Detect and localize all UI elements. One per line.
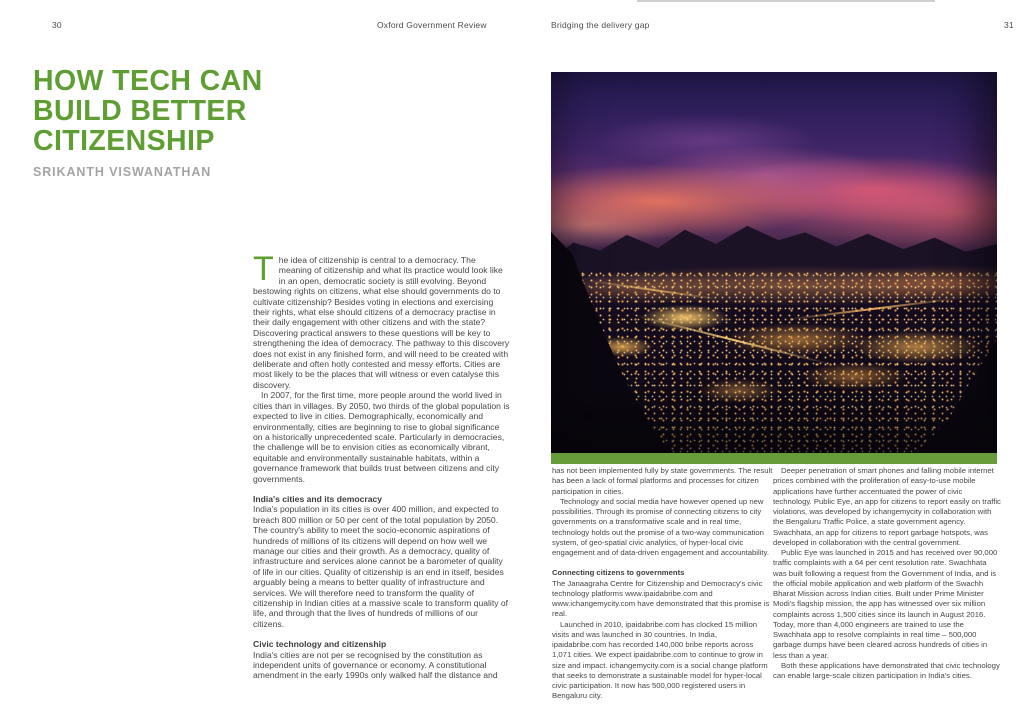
column-subheading: India's cities and its democracy [253,493,383,504]
body-paragraph: The idea of citizenship is central to a democracy. The meaning of citizenship and what its practice would look like in an open, democratic society is still evolving. Beyond bestowing rights on citizens, what else should governments do to cultivate citizenship? Besides voting in elections and exercising their rights, what else should citizens of a democracy practise in their daily engagement with other citizens and with the state? Discovering practical answers to these questions will be key to strengthening the idea of democracy. The pathway to this discovery does not exist in any finished form, and will need to be created with deliberate and often hotly contested and messy efforts. Cities are most likely to be the places that will witness or even catalyse this discovery. [253,250,510,390]
body-paragraph: Deeper penetration of smart phones and falling mobile internet prices combined with the proliferation of easy-to-use mobile applications have further accentuated the power of civic technology. Public Eye, an app for citizens to report easily on traffic violations, was developed by ichangemycity in collaboration with the Bengaluru Traffic Police, a state government agency. Swachhata, an app for citizens to report garbage hotspots, was developed in collaboration with the central government. [773,466,1001,547]
page-number-left: 30 [52,20,62,30]
column-subheading: Connecting citizens to governments [552,568,685,578]
page-number-right: 31 [1004,20,1014,30]
body-column-right [773,466,1001,681]
body-paragraph: Both these applications have demonstrated that civic technology can enable large-scale citizen participation in India's cities. [773,660,1000,680]
body-paragraph: Technology and social media have however opened up new possibilities. Through its promise of connecting citizens to city governments on a transformative scale and in real time, technology holds out the promise of a two-way communication system, of geo-spatial civic analytics, of hyper-local civic engagement and of data-driven engagement and accountability. [552,496,769,557]
journal-title: Oxford Government Review [377,20,487,30]
article-title [33,66,283,156]
body-paragraph: In 2007, for the first time, more people around the world lived in cities than in villages. By 2050, two thirds of the global population is expected to live in cities. Demographically, economically and environmentally, cities are beginning to rise to global significance on a historically unprecedented scale. Particularly in democracies, the challenge will be to envision cities as economically vibrant, equitable and environmentally sustainable habitats, within a governance framework that builds trust between citizens and city governments. [253,390,510,484]
body-paragraph: The Janaagraha Centre for Citizenship and Democracy's civic technology platforms www.ipaidabribe.com and www.ichangemycity.com have demonstrated that this promise is real. [552,578,770,619]
photo-vignette [551,72,997,453]
body-paragraph: has not been implemented fully by state governments. The result has been a lack of formal platforms and processes for citizen participation in cities. [552,466,773,496]
body-column-left [253,250,511,681]
body-paragraph: Public Eye was launched in 2015 and has received over 90,000 traffic complaints with a 64 per cent resolution rate. Swachhata was built following a request from the Government of India, and is the official mobile application and web platform of the Swachh Bharat Mission across Indian cities. Built under Prime Minister Modi's flagship mission, the app has witnessed over six million complaints across 1,500 cities since its launch in August 2016. Today, more than 4,000 engineers are trained to use the Swachhata app to resolve complaints in real time – 500,000 garbage dumps have been cleared across hundreds of cities in less than a year. [773,548,998,660]
page-edge-artifact [637,0,935,2]
body-paragraph: India's population in its cities is over 400 million, and expected to breach 800 million or 50 per cent of the total population by 2050. The country's ability to meet the socio-economic aspirations of hundreds of millions of its citizens will depend on how well we manage our cities and their growth. As a democracy, quality of infrastructure and services alone cannot be a barometer of quality of life in our cities. Quality of citizenship is an end in itself, besides arguably being a means to better quality of infrastructure and services. We will therefore need to transform the quality of citizenship in Indian cities at a massive scale to transform quality of life, and through that the lives of hundreds of millions of our citizens. [253,504,509,629]
body-column-middle [552,466,773,702]
article-title-line: BUILD BETTER [33,95,247,127]
article-author: SRIKANTH VISWANATHAN [33,165,212,179]
section-title: Bridging the delivery gap [551,20,650,30]
green-accent-bar [551,453,997,464]
drop-cap: T [253,250,274,288]
body-paragraph: India's cities are not per se recognised by the constitution as independent units of governance or economy. A constitutional amendment in the early 1990s only walked half the distance and [253,649,498,681]
article-title-line: CITIZENSHIP [33,125,215,157]
city-night-photo [551,72,997,453]
column-subheading: Civic technology and citizenship [253,639,387,650]
body-paragraph: Launched in 2010, ipaidabribe.com has clocked 15 million visits and was launched in 30 countries. In India, ipaidabribe.com has recorded 140,000 bribe reports across 1,071 cities. We expect ipaidabribe.com to continue to grow in size and impact. ichangemycity.com is a social change platform that seeks to demonstrate a sustainable model for hyper-local civic participation. It now has 500,000 registered users in Bengaluru city. [552,619,768,701]
article-title-line: HOW TECH CAN [33,65,263,97]
